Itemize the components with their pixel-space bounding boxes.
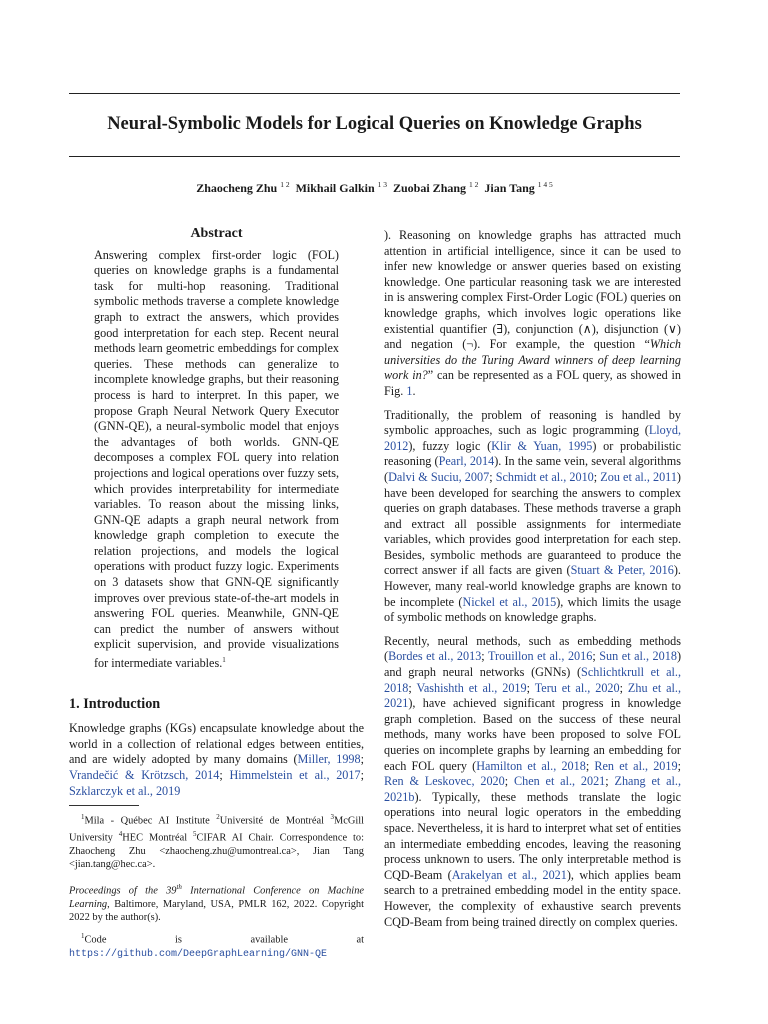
citation-link[interactable]: Lloyd, 2012 bbox=[384, 423, 681, 453]
author-list bbox=[69, 180, 680, 196]
citation-link[interactable]: Miller, 1998 bbox=[297, 752, 361, 767]
citation-link[interactable]: Himmelstein et al., 2017 bbox=[229, 768, 361, 783]
figure-reference-link[interactable]: 1 bbox=[406, 383, 413, 398]
abstract-paragraph: Answering complex first-order logic (FOL) queries on knowledge graphs is a fundamental task for multi-hop reasoning. Traditional symbolic methods traverse a complete knowledge graph to extract the answers, which provides good interpretation for each step. Recent neural methods learn geometric embeddings for complex queries. These methods can generalize to incomplete knowledge graphs, but their reasoning process is hard to interpret. In this paper, we propose Graph Neural Network Query Executor (GNN-QE), a neural-symbolic model that enjoys the advantages of both worlds. GNN-QE decomposes a complex FOL query into relation projections and logical operations over fuzzy sets, which provides interpretability for intermediate variables. To reason about the missing links, GNN-QE adapts a graph neural network from knowledge graph completion to execute the relation projections, and models the logical operations with product fuzzy logic. Experiments on 3 datasets show that GNN-QE significantly improves over previous state-of-the-art models in answering FOL queries. Meanwhile, GNN-QE can predict the number of answers without explicit supervision, and provide visualizations for intermediate variables. bbox=[94, 247, 339, 671]
top-rule bbox=[69, 93, 680, 94]
title-bottom-rule bbox=[69, 156, 680, 157]
citation-link[interactable]: Stuart & Peter, 2016 bbox=[570, 563, 674, 578]
citation-link[interactable]: Zhu et al., 2021 bbox=[384, 680, 682, 711]
citation-link[interactable]: Dalvi & Suciu, 2007 bbox=[388, 469, 490, 484]
intro-paragraph-1-continued: ). Reasoning on knowledge graphs has attracted much attention in artificial intelligence, since it can be used to infer new knowledge or answer queries based on existing knowledge. One particular reasoning task we are interested in is answering complex First-Order Logic (FOL) queries on knowledge graphs, which involves logic operations like existential quantifier (∃), conjunction (∧), disjunction (∨) and negation (¬). For example, the question “Which universities do the Turing Award winners of deep learning work in?” can be represented as a FOL query, as showed in Fig. 1. bbox=[384, 228, 681, 398]
author-name: Zuobai Zhang bbox=[393, 181, 467, 195]
code-url-link[interactable]: https://github.com/DeepGraphLearning/GNN-QE bbox=[69, 948, 328, 960]
footnote-divider bbox=[69, 805, 139, 806]
citation-link[interactable]: Schlichtkrull et al., 2018 bbox=[384, 665, 681, 695]
citation-link[interactable]: Vrandečić & Krötzsch, 2014 bbox=[69, 768, 220, 783]
section-heading-introduction: 1. Introduction bbox=[69, 695, 161, 712]
footnote-mark: 1 bbox=[222, 656, 226, 665]
code-footnote: $^1$Code is available at https://github.com/DeepGraphLearning/GNN-QE bbox=[69, 932, 364, 960]
citation-link[interactable]: Trouillon et al., 2016 bbox=[488, 649, 593, 664]
author-name: Mikhail Galkin bbox=[295, 181, 375, 195]
citation-link[interactable]: Bordes et al., 2013 bbox=[388, 649, 482, 664]
citation-link[interactable]: Chen et al., 2021 bbox=[513, 774, 606, 789]
abstract-heading: Abstract bbox=[190, 226, 243, 241]
citation-link[interactable]: Ren et al., 2019 bbox=[594, 758, 678, 773]
citation-link[interactable]: Szklarczyk et al., 2019 bbox=[69, 783, 181, 798]
author-affiliation: 1 4 5 bbox=[537, 180, 553, 189]
abstract-text bbox=[94, 248, 339, 672]
author-affiliation: 1 3 bbox=[377, 180, 387, 189]
intro-paragraph-2: Traditionally, the problem of reasoning is handled by symbolic approaches, such as logic programming (Lloyd, 2012), fuzzy logic (Klir & Yuan, 1995) or probabilistic reasoning (Pearl, 2014). In the same vein, several algorithms (Dalvi & Suciu, 2007; Schmidt et al., 2010; Zou et al., 2011) have been developed for searching the answers to complex queries on graph databases. These methods traverse a graph and extract all possible assignments for intermediate variables, which provides good interpretation for each step. Besides, symbolic methods are guaranteed to produce the correct answer if all facts are given (Stuart & Peter, 2016). However, many real-world knowledge graphs are known to be incomplete (Nickel et al., 2015), which limits the usage of symbolic methods on knowledge graphs. bbox=[384, 407, 682, 625]
intro-paragraph-3: Recently, neural methods, such as embedding methods (Bordes et al., 2013; Trouillon et al., 2016; Sun et al., 2018) and graph neural networks (GNNs) (Schlichtkrull et al., 2018; Vashishth et al., 2019; Teru et al., 2020; Zhu et al., 2021), have achieved significant progress in knowledge graph completion. Based on the success of these neural methods, many works have been proposed to solve FOL queries on incomplete graphs by learning an embedding for each FOL query (Hamilton et al., 2018; Ren et al., 2019; Ren & Leskovec, 2020; Chen et al., 2021; Zhang et al., 2021b). Typically, these methods translate the logic operations into neural logic operators in the embedding space. Nevertheless, it is hard to interpret what set of entities an intermediate embedding encodes, leaving the reasoning process unknown to users. The only interpretable method is CQD-Beam (Arakelyan et al., 2021), which applies beam search to a pretrained embedding model in the entity space. However, the complexity of exhaustive search prevents CQD-Beam from being trained directly on complex queries. bbox=[384, 633, 682, 929]
intro-paragraph-1: Knowledge graphs (KGs) encapsulate knowledge about the world in a collection of relational edges between entities, and are widely adopted by many domains (Miller, 1998; Vrandečić & Krötzsch, 2014; Himmelstein et al., 2017; Szklarczyk et al., 2019 bbox=[69, 721, 364, 798]
right-column bbox=[384, 228, 681, 938]
citation-link[interactable]: Schmidt et al., 2010 bbox=[495, 469, 594, 484]
affiliation-footnote: $^1$Mila - Québec AI Institute $^2$Université de Montréal $^3$McGill University $^4$HEC Montréal $^5$CIFAR AI Chair. Correspondence to: Zhaocheng Zhu <zhaocheng.zhu@umontreal.ca>, Jian Tang <jian.tang@hec.ca>. bbox=[69, 813, 364, 870]
author-name: Jian Tang bbox=[484, 181, 535, 195]
paper-title: Neural-Symbolic Models for Logical Queries on Knowledge Graphs bbox=[107, 114, 642, 134]
citation-link[interactable]: Ren & Leskovec, 2020 bbox=[384, 774, 505, 789]
citation-link[interactable]: Teru et al., 2020 bbox=[534, 680, 620, 695]
citation-link[interactable]: Hamilton et al., 2018 bbox=[476, 758, 586, 773]
author-affiliation: 1 2 bbox=[469, 180, 479, 189]
citation-link[interactable]: Arakelyan et al., 2021 bbox=[451, 867, 567, 882]
citation-link[interactable]: Zhang et al., 2021b bbox=[384, 774, 682, 804]
citation-link[interactable]: Pearl, 2014 bbox=[438, 454, 495, 469]
proceedings-footnote: Proceedings of the 39th International Conference on Machine Learning, Baltimore, Maryland, USA, PMLR 162, 2022. Copyright 2022 by the author(s). bbox=[69, 883, 364, 923]
citation-link[interactable]: Vashishth et al., 2019 bbox=[416, 680, 527, 695]
citation-link[interactable]: Nickel et al., 2015 bbox=[462, 594, 557, 609]
citation-link[interactable]: Sun et al., 2018 bbox=[599, 649, 677, 664]
author-affiliation: 1 2 bbox=[280, 180, 290, 189]
left-column bbox=[69, 226, 364, 967]
citation-link[interactable]: Zou et al., 2011 bbox=[600, 469, 677, 484]
author-name: Zhaocheng Zhu bbox=[196, 181, 278, 195]
citation-link[interactable]: Klir & Yuan, 1995 bbox=[491, 438, 593, 453]
